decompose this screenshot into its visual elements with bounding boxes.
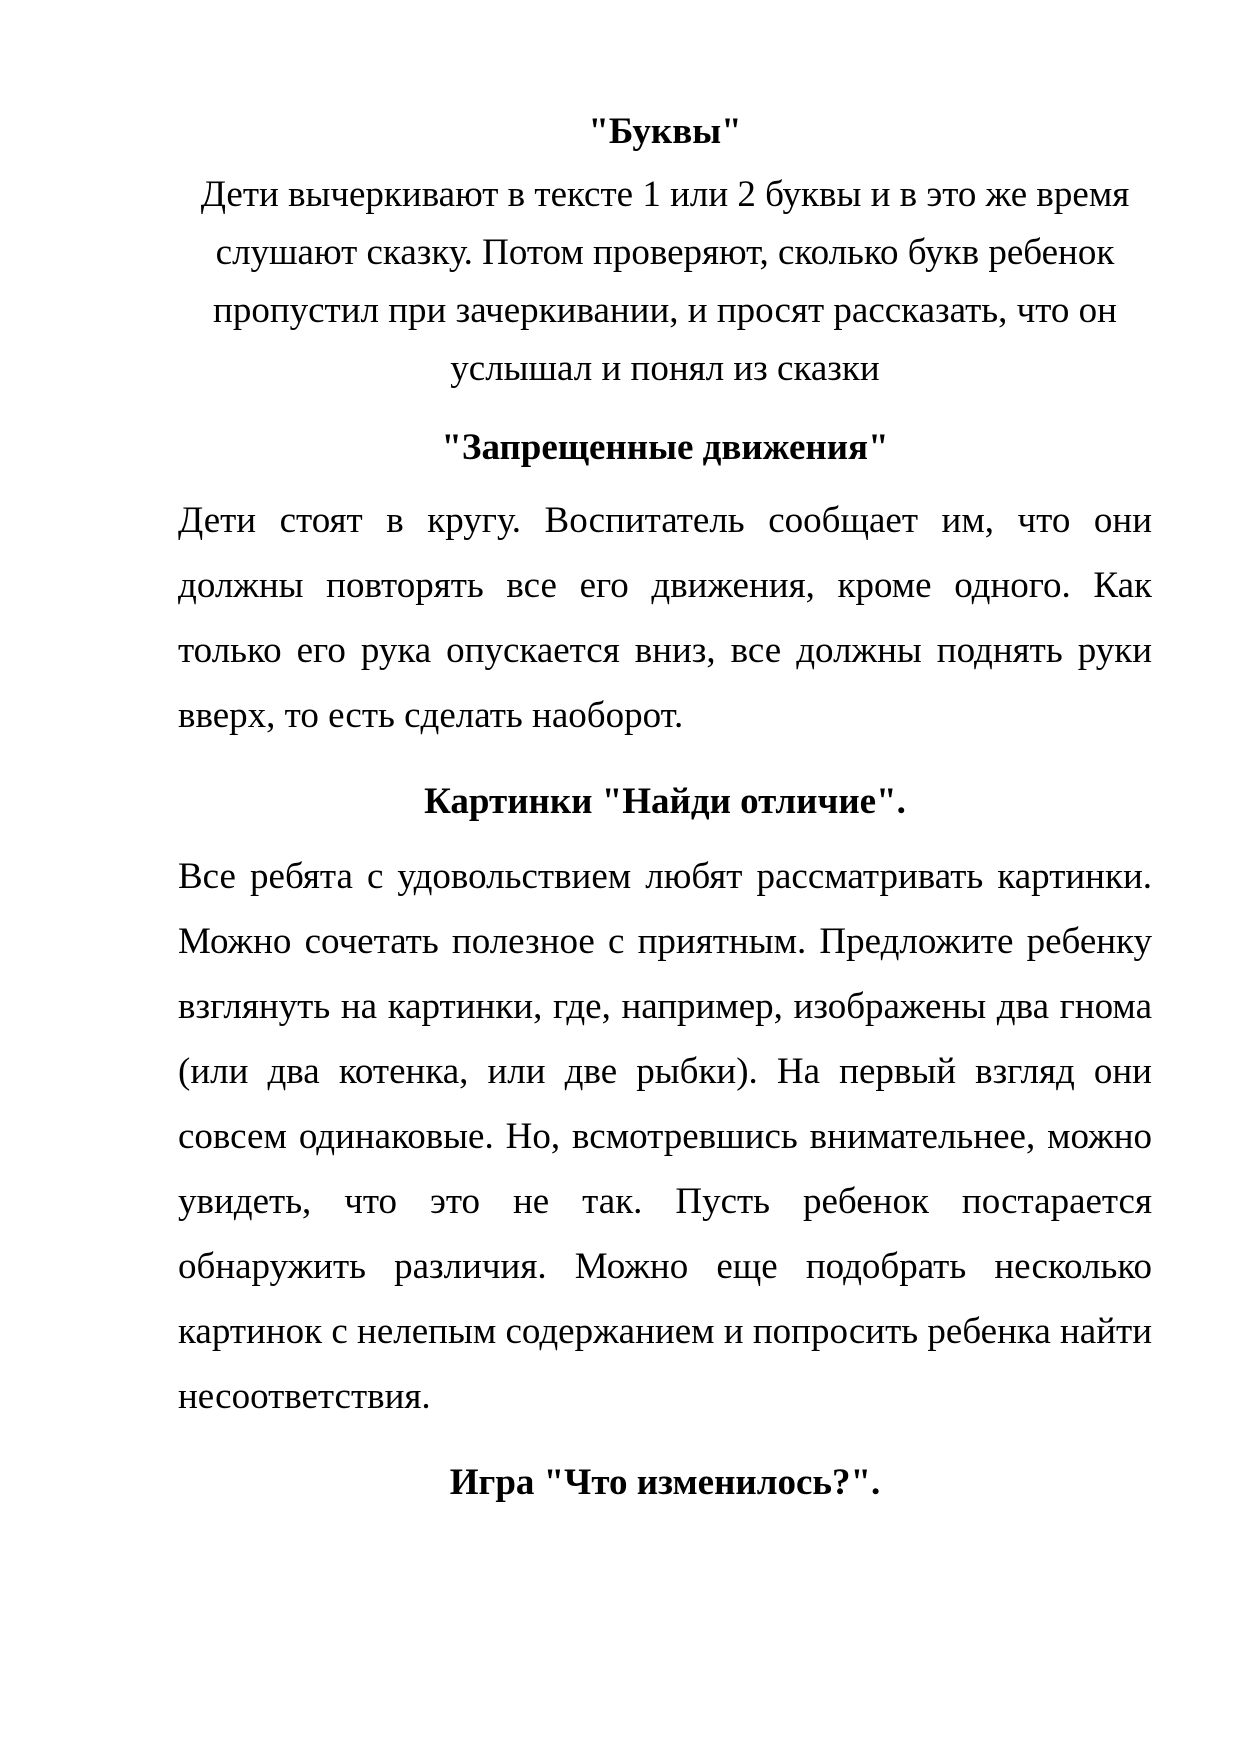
section-title-bukvy: "Буквы" (588, 111, 742, 152)
text-line: должны повторять все его движения, кроме одного. Как (178, 565, 1152, 606)
text-line: Все ребята с удовольствием любят рассматривать картинки. (178, 856, 1152, 897)
text-line: (или два котенка, или две рыбки). На первый взгляд они (178, 1051, 1152, 1092)
text-line: только его рука опускается вниз, все должны поднять руки (178, 630, 1152, 671)
section-body-naidi-otlichie (178, 844, 1152, 1429)
text-line: слушают сказку. Потом проверяют, сколько букв ребенок (215, 232, 1115, 273)
section-body-zapreshchennye-dvizheniya (178, 488, 1152, 748)
text-line: Дети вычеркивают в тексте 1 или 2 буквы и в это же время (200, 174, 1130, 215)
text-line: совсем одинаковые. Но, всмотревшись внимательнее, можно (178, 1116, 1152, 1157)
section-title-chto-izmenilos: Игра "Что изменилось?". (449, 1462, 881, 1503)
text-line: Можно сочетать полезное с приятным. Предложите ребенку (178, 921, 1152, 962)
text-line: взглянуть на картинки, где, например, изображены два гнома (178, 986, 1152, 1027)
text-line: обнаружить различия. Можно еще подобрать несколько (178, 1246, 1152, 1287)
text-line: увидеть, что это не так. Пусть ребенок постарается (178, 1181, 1152, 1222)
text-line: Дети стоят в кругу. Воспитатель сообщает им, что они (178, 500, 1152, 541)
text-line: услышал и понял из сказки (450, 348, 880, 389)
document-page (178, 112, 1152, 1503)
section-body-bukvy (178, 166, 1152, 398)
text-line: картинок с нелепым содержанием и попросить ребенка найти (178, 1311, 1152, 1352)
text-line: пропустил при зачеркивании, и просят рассказать, что он (213, 290, 1117, 331)
text-line: несоответствия. (178, 1376, 431, 1417)
section-title-zapreshchennye-dvizheniya: "Запрещенные движения" (441, 427, 889, 468)
section-title-naidi-otlichie: Картинки "Найди отличие". (424, 781, 906, 822)
text-line: вверх, то есть сделать наоборот. (178, 695, 684, 736)
